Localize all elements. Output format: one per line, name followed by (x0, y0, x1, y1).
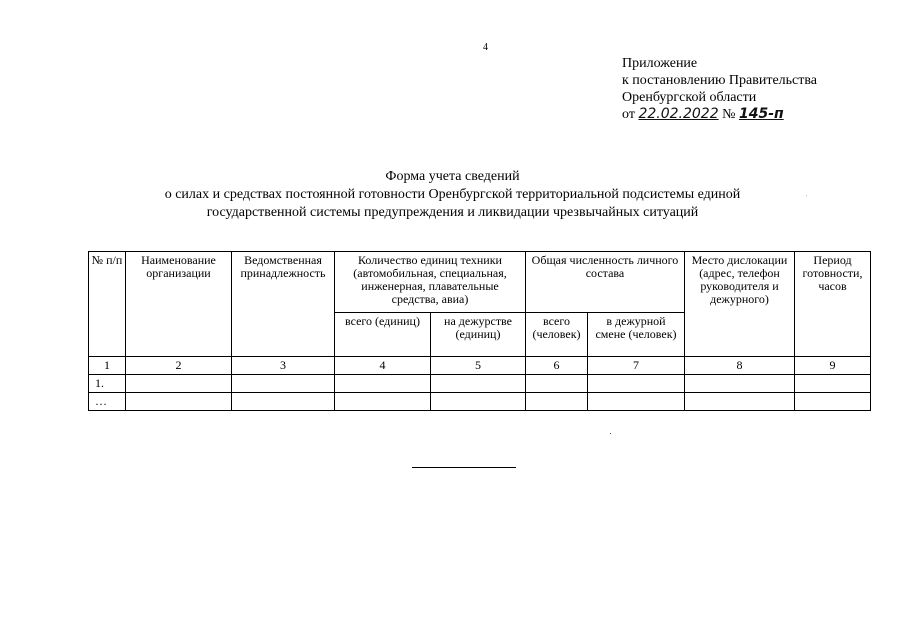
table-cell (232, 375, 335, 393)
header-equipment: Количество единиц техники (автомобильная, специальная, инженерная, плавательные средства, авиа) (335, 252, 526, 313)
header-row-1 (89, 252, 871, 313)
table-cell (431, 393, 526, 411)
appendix-resolution: к постановлению Правительства (622, 73, 818, 88)
page-number: 4 (483, 42, 488, 53)
column-number: 9 (795, 357, 871, 375)
table-cell (588, 393, 685, 411)
date-prefix: от (622, 107, 635, 122)
form-title (0, 168, 905, 222)
header-equipment-on-duty: на дежурстве (единиц) (431, 313, 526, 357)
header-readiness-period: Период готовности, часов (795, 252, 871, 357)
table-cell (335, 393, 431, 411)
table-row (89, 393, 871, 411)
table-cell (232, 393, 335, 411)
table-cell (685, 375, 795, 393)
form-title-line-3: государственной системы предупреждения и ликвидации чрезвычайных ситуаций (206, 205, 699, 220)
form-table (88, 251, 871, 411)
header-organization: Наименование организации (126, 252, 232, 357)
form-title-line-2: о силах и средствах постоянной готовности Оренбургской территориальной подсистемы единой (164, 187, 741, 202)
header-num: № п/п (89, 252, 126, 357)
header-staff-total: всего (человек) (526, 313, 588, 357)
closing-line (412, 467, 516, 468)
appendix-region: Оренбургской области (622, 90, 757, 105)
table-cell (126, 393, 232, 411)
column-number: 3 (232, 357, 335, 375)
appendix-date-line (622, 106, 817, 123)
header-location: Место дислокации (адрес, телефон руководителя и дежурного) (685, 252, 795, 357)
table-cell (685, 393, 795, 411)
table-cell (126, 375, 232, 393)
column-number: 7 (588, 357, 685, 375)
table-cell (526, 393, 588, 411)
column-number: 8 (685, 357, 795, 375)
number-prefix: № (722, 107, 736, 122)
header-equipment-total: всего (единиц) (335, 313, 431, 357)
appendix-block (622, 55, 817, 123)
column-number: 1 (89, 357, 126, 375)
column-number-row (89, 357, 871, 375)
table-cell: 1. (89, 375, 126, 393)
table-cell (795, 393, 871, 411)
table-cell (335, 375, 431, 393)
table-cell (431, 375, 526, 393)
table-cell (795, 375, 871, 393)
table-cell: … (89, 393, 126, 411)
header-staff: Общая численность личного состава (526, 252, 685, 313)
resolution-date: 22.02.2022 (638, 106, 719, 122)
table-cell (588, 375, 685, 393)
scan-speck (610, 433, 611, 434)
table-row (89, 375, 871, 393)
header-department: Ведомственная принадлежность (232, 252, 335, 357)
header-staff-on-duty: в дежурной смене (человек) (588, 313, 685, 357)
resolution-number: 145-п (738, 106, 784, 122)
column-number: 4 (335, 357, 431, 375)
table-cell (526, 375, 588, 393)
column-number: 2 (126, 357, 232, 375)
column-number: 6 (526, 357, 588, 375)
column-number: 5 (431, 357, 526, 375)
appendix-title: Приложение (622, 56, 698, 71)
form-title-line-1: Форма учета сведений (385, 169, 520, 184)
